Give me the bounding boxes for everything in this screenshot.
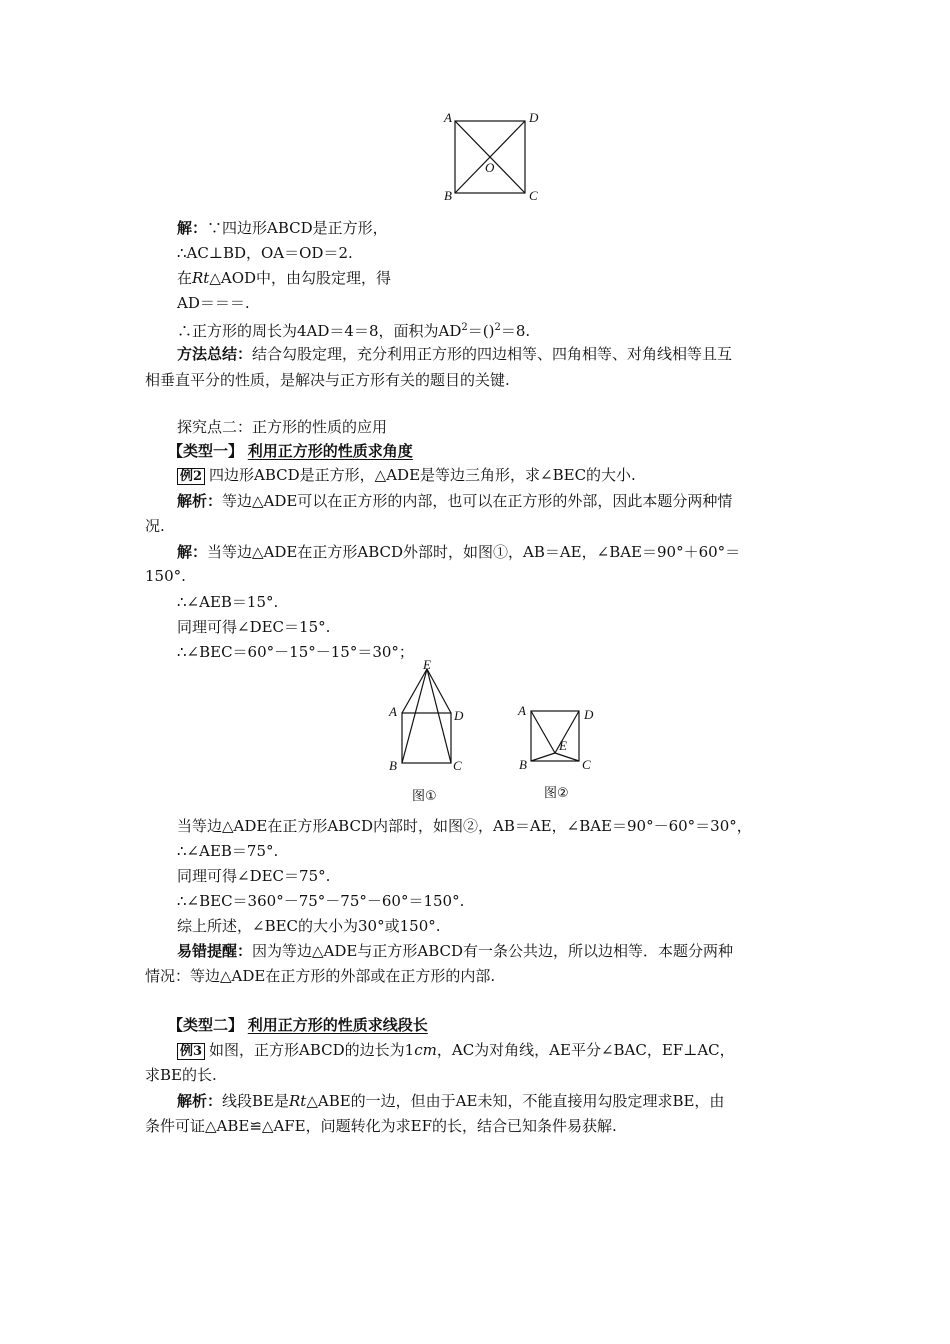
ex2-sol5: ∴∠BEC＝60°－15°－15°＝30°； <box>177 643 414 661</box>
figure-1 <box>380 657 480 775</box>
ex3-analysis-a: 线段BE是 <box>222 1092 289 1110</box>
fig1-label-E: E <box>423 657 431 672</box>
ex3-analysis1 <box>177 1091 724 1111</box>
sol1-l5a: ∴正方形的周长为4AD＝4＝8，面积为AD <box>177 322 462 340</box>
ex2-solution-label: 解： <box>177 543 208 561</box>
ex3-unit: cm <box>414 1041 437 1059</box>
warning-line1 <box>177 941 733 961</box>
fig2-label-E: E <box>559 738 567 753</box>
label-D: D <box>529 110 539 125</box>
example3-badge: 例3 <box>177 1043 205 1060</box>
label-B: B <box>444 188 452 203</box>
label-O: O <box>485 160 495 175</box>
type2-heading <box>168 1015 428 1035</box>
fig2-label-C: C <box>582 757 591 772</box>
ex2-sol10: 综上所述，∠BEC的大小为30°或150°. <box>177 917 441 935</box>
fig1-label-B: B <box>389 758 397 773</box>
sol1-l3b: △AOD中，由勾股定理，得 <box>209 269 392 287</box>
warning-line2: 情况：等边△ADE在正方形的外部或在正方形的内部. <box>145 967 496 985</box>
sol1-l5b: ＝() <box>467 322 495 340</box>
type1-heading <box>168 441 413 461</box>
sol1-line4: AD＝＝＝. <box>177 294 250 312</box>
fig1-label-A: A <box>389 704 397 719</box>
ex2-analysis2: 况. <box>145 517 165 535</box>
summary-line1 <box>177 344 732 364</box>
ex2-sol2: 150°. <box>145 567 186 585</box>
ex2-sol6: 当等边△ADE在正方形ABCD内部时，如图②，AB＝AE，∠BAE＝90°－60°＝30°， <box>177 817 752 835</box>
type2-title: 利用正方形的性质求线段长 <box>247 1016 428 1034</box>
sol1-l5c: ＝8. <box>500 322 531 340</box>
ex2-analysis-text1: 等边△ADE可以在正方形的内部，也可以在正方形的外部，因此本题分两种情 <box>222 492 733 510</box>
summary-line2: 相垂直平分的性质，是解决与正方形有关的题目的关键. <box>145 371 510 389</box>
example-badge: 例2 <box>177 468 205 485</box>
ex2-sol3: ∴∠AEB＝15°. <box>177 593 279 611</box>
section-title: 探究点二：正方形的性质的应用 <box>177 418 388 436</box>
ex2-sol7: ∴∠AEB＝75°. <box>177 842 279 860</box>
label-C: C <box>529 188 538 203</box>
type1-label: 【类型一】 <box>168 442 244 460</box>
ex3-analysis-b: △ABE的一边，但由于AE未知，不能直接用勾股定理求BE，由 <box>306 1092 725 1110</box>
type2-label: 【类型二】 <box>168 1016 244 1034</box>
fig1-label-C: C <box>453 758 462 773</box>
ex2-question <box>177 465 636 485</box>
ex2-sol9: ∴∠BEC＝360°－75°－75°－60°＝150°. <box>177 892 465 910</box>
ex2-sol1 <box>177 542 740 562</box>
warning-label: 易错提醒： <box>177 942 253 960</box>
fig1-label-D: D <box>454 708 464 723</box>
sup1: 2 <box>461 322 468 333</box>
square-diagonals-figure <box>440 110 550 205</box>
sol1-line3 <box>177 268 391 288</box>
sol1-l3a: 在 <box>177 269 193 287</box>
ex2-analysis1 <box>177 491 732 511</box>
sup2: 2 <box>494 322 501 333</box>
rt-italic: Rt <box>192 269 210 287</box>
sol1-line1 <box>177 218 388 238</box>
ex3-text-a: 如图，正方形ABCD的边长为1 <box>209 1041 415 1059</box>
label-A: A <box>444 110 452 125</box>
fig2-label-D: D <box>584 707 594 722</box>
ex2-text: 四边形ABCD是正方形，△ADE是等边三角形，求∠BEC的大小. <box>209 466 636 484</box>
ex3-question2: 求BE的长. <box>145 1066 217 1084</box>
ex2-sol8: 同理可得∠DEC＝75°. <box>177 867 331 885</box>
sol1-text: ∵四边形ABCD是正方形， <box>207 219 388 237</box>
fig2-caption: 图② <box>544 786 569 801</box>
sol1-line5 <box>177 318 530 341</box>
ex3-question <box>177 1040 735 1060</box>
ex3-text-b: ，AC为对角线，AE平分∠BAC，EF⊥AC， <box>436 1041 735 1059</box>
fig2-label-B: B <box>519 757 527 772</box>
summary-text1: 结合勾股定理，充分利用正方形的四边相等、四角相等、对角线相等且互 <box>252 345 733 363</box>
ex3-rt-italic: Rt <box>289 1092 307 1110</box>
solution-label: 解： <box>177 219 208 237</box>
summary-label: 方法总结： <box>177 345 253 363</box>
type1-title: 利用正方形的性质求角度 <box>247 442 413 460</box>
ex3-analysis-label: 解析： <box>177 1092 223 1110</box>
sol1-line2: ∴AC⊥BD，OA＝OD＝2. <box>177 244 353 262</box>
fig2-label-A: A <box>518 703 526 718</box>
warning-text1: 因为等边△ADE与正方形ABCD有一条公共边，所以边相等．本题分两种 <box>252 942 733 960</box>
figure-2 <box>515 705 605 775</box>
ex3-analysis2: 条件可证△ABE≌△AFE，问题转化为求EF的长，结合已知条件易获解. <box>145 1117 617 1135</box>
analysis-label: 解析： <box>177 492 223 510</box>
ex2-sol1-text: 当等边△ADE在正方形ABCD外部时，如图①，AB＝AE，∠BAE＝90°＋60°＝ <box>207 543 741 561</box>
ex2-sol4: 同理可得∠DEC＝15°. <box>177 618 331 636</box>
fig1-caption: 图① <box>412 789 437 804</box>
